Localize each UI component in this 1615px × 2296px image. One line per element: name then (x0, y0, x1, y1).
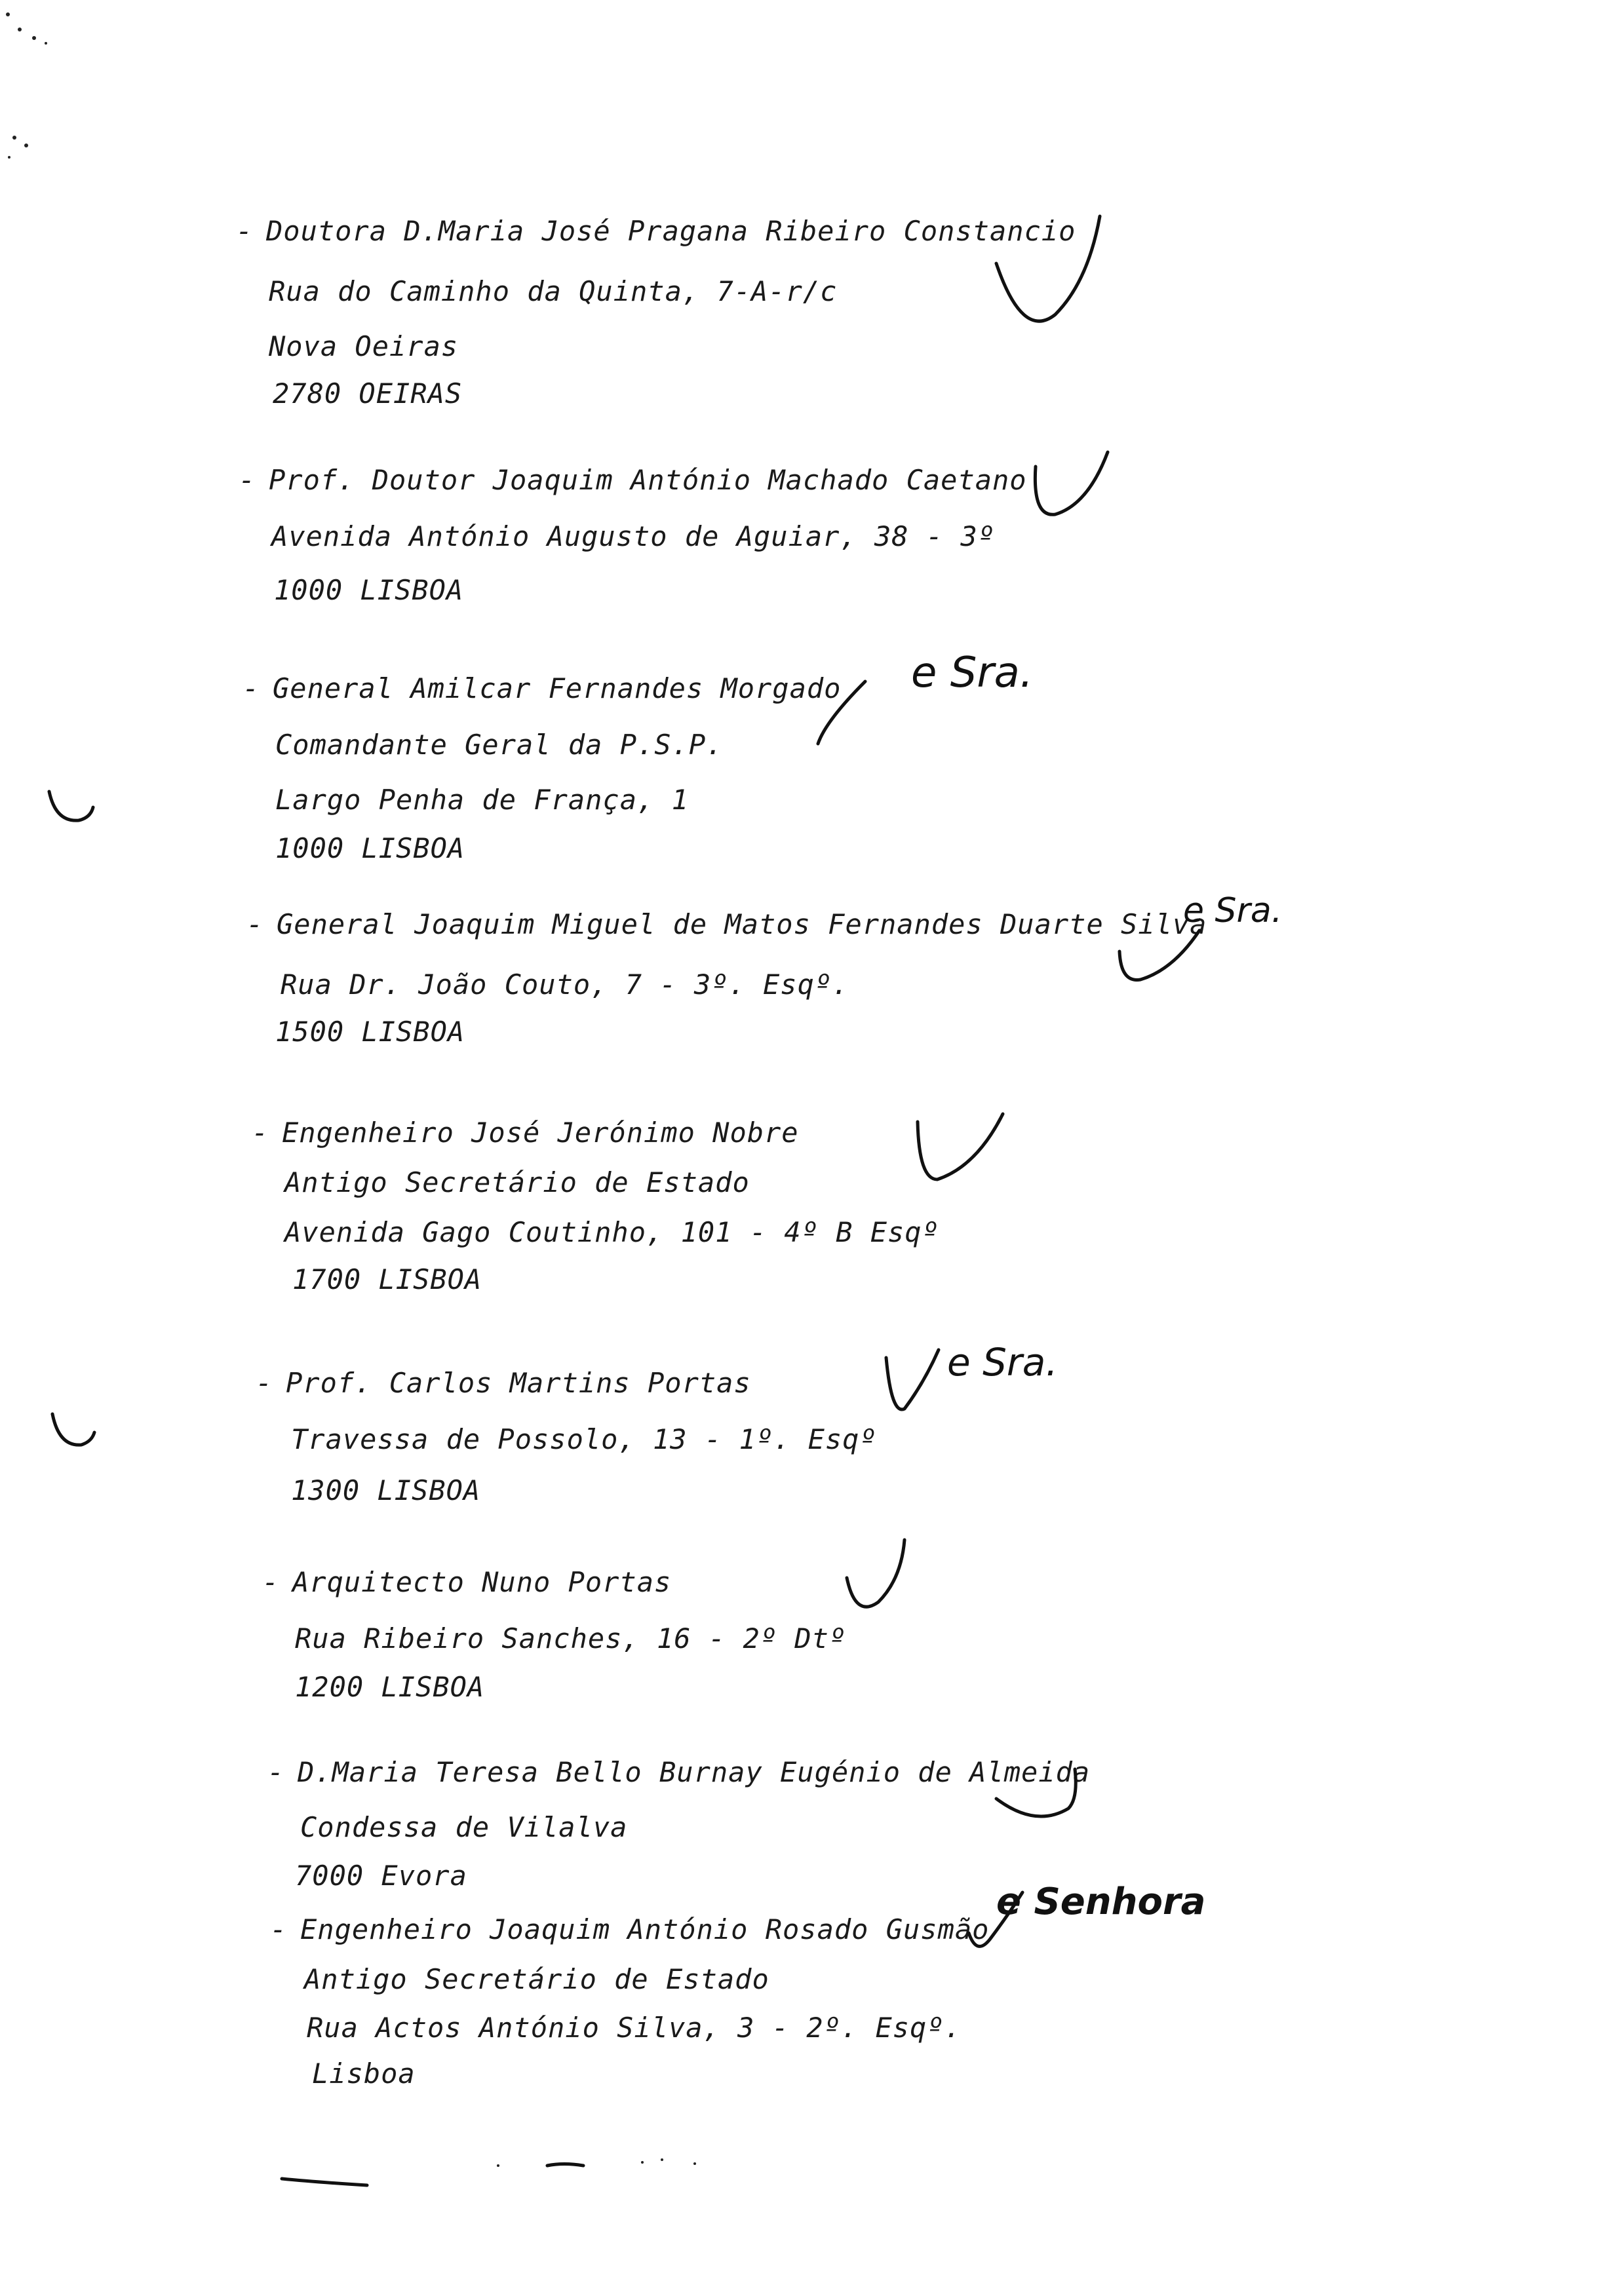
margin-tick (49, 792, 93, 820)
list-dash: - (246, 908, 263, 940)
entry-name: Arquitecto Nuno Portas (292, 1566, 672, 1598)
margin-tick (52, 1414, 94, 1445)
handwritten-note: e Sra. (1183, 891, 1283, 930)
check-mark (847, 1540, 905, 1607)
entry-line: 2780 OEIRAS (273, 377, 463, 410)
entry-line: 1300 LISBOA (291, 1474, 481, 1506)
underline-mark (282, 2179, 367, 2185)
entry-line: Nova Oeiras (269, 330, 459, 362)
check-mark (886, 1350, 939, 1409)
list-dash: - (243, 672, 260, 704)
entry-name: Prof. Carlos Martins Portas (286, 1367, 751, 1399)
list-dash: - (256, 1367, 273, 1399)
entry-name: Prof. Doutor Joaquim António Machado Caetano (269, 464, 1027, 496)
entry-line: Avenida Gago Coutinho, 101 - 4º B Esqº (284, 1216, 939, 1248)
entry-line: 1700 LISBOA (292, 1263, 482, 1295)
entry-line: Travessa de Possolo, 13 - 1º. Esqº (291, 1423, 877, 1455)
handwritten-note: e Senhora (996, 1881, 1206, 1923)
entry-line: Avenida António Augusto de Aguiar, 38 - 3º (271, 520, 996, 552)
entry-line: Rua do Caminho da Quinta, 7-A-r/c (269, 275, 838, 307)
list-dash: - (262, 1566, 279, 1598)
entry-name: D.Maria Teresa Bello Burnay Eugénio de Almeida (298, 1756, 1091, 1788)
handwritten-note: e Sra. (947, 1340, 1058, 1385)
entry-name: Engenheiro Joaquim António Rosado Gusmão (300, 1913, 990, 1945)
entry-line: Antigo Secretário de Estado (284, 1166, 750, 1198)
list-dash: - (236, 215, 253, 247)
entry-line: 1200 LISBOA (295, 1671, 485, 1703)
entry-line: Antigo Secretário de Estado (304, 1963, 769, 1995)
entry-line: 1000 LISBOA (275, 832, 465, 864)
entry-name: Doutora D.Maria José Pragana Ribeiro Constancio (266, 215, 1076, 247)
entry-line: Comandante Geral da P.S.P. (275, 729, 724, 761)
check-mark (1035, 452, 1108, 514)
entry-name: General Amilcar Fernandes Morgado (273, 672, 842, 704)
entry-line: Rua Ribeiro Sanches, 16 - 2º Dtº (295, 1622, 847, 1655)
entry-line: Rua Dr. João Couto, 7 - 3º. Esqº. (281, 968, 849, 1001)
list-dash: - (270, 1913, 287, 1945)
list-dash: - (267, 1756, 284, 1788)
handwritten-note: e Sra. (911, 649, 1034, 697)
entry-name: Engenheiro José Jerónimo Nobre (282, 1117, 799, 1149)
entry-name: General Joaquim Miguel de Matos Fernandes Duarte Silva (277, 908, 1207, 940)
underline-mark (547, 2164, 583, 2166)
list-dash: - (239, 464, 256, 496)
entry-line: Largo Penha de França, 1 (275, 784, 689, 816)
entry-line: 7000 Evora (295, 1860, 467, 1892)
entry-line: Rua Actos António Silva, 3 - 2º. Esqº. (307, 2012, 962, 2044)
list-dash: - (252, 1117, 269, 1149)
entry-line: Condessa de Vilalva (300, 1811, 628, 1843)
entry-line: Lisboa (312, 2057, 416, 2090)
entry-line: 1500 LISBOA (275, 1016, 465, 1048)
entry-line: 1000 LISBOA (274, 574, 464, 606)
check-mark (918, 1114, 1003, 1179)
